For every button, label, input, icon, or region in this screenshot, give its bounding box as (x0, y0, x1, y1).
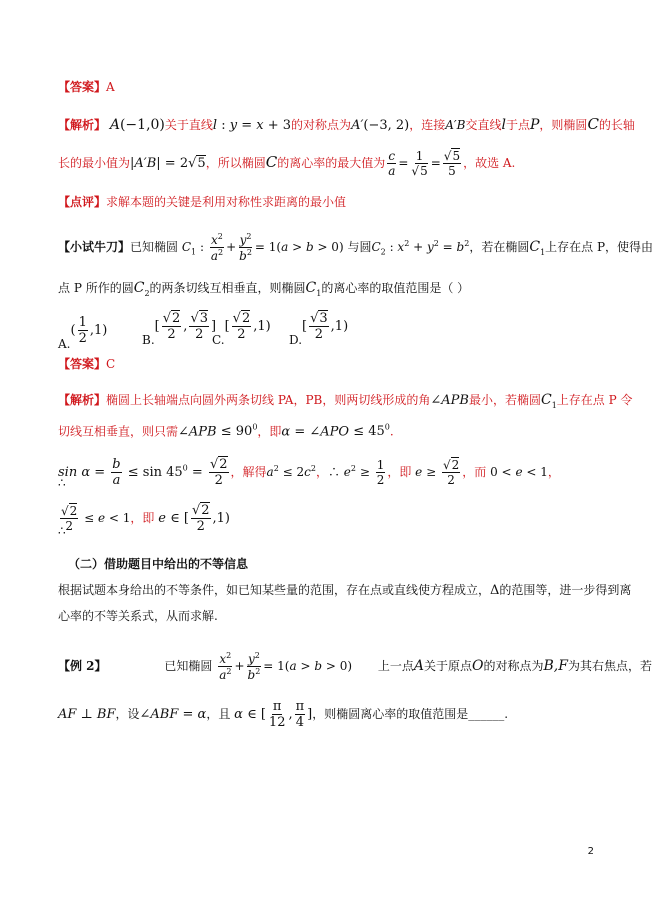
page-number: 2 (587, 846, 594, 857)
example-tag: 【例 2】 (58, 659, 107, 673)
formula-point-a-prime: A′(−3, 2) (351, 118, 410, 133)
analysis-2-line-3: sin α = $\frac{b}{a}$ ≤ $\sin 45^0$ = √ $\frac{2}{2}$ ，解得$a^2 \le 2c^2$，∴ $e^2$ ≥ $\frac{1}{2}$ ，即 e ≥ √ $\frac{2}{2}$ ，而 0 < e < 1， (58, 458, 560, 487)
answer-value-2: C (106, 357, 116, 371)
therefore-mark-1: ∴ (58, 476, 66, 490)
formula-ellipse-c1: $C_1$ : $\frac{x^2}{a^2}$ + $\frac{y^2}{b^2}$ = 1(a > b > 0) (181, 232, 344, 263)
therefore-mark-2: ∴ (58, 524, 66, 538)
answer-tag: 【答案】 (58, 80, 107, 94)
formula-circle-c2: $C_2$ : $x^2 + y^2 = b^2$ (371, 239, 470, 257)
answer-blank[interactable]: ______. (468, 707, 509, 721)
analysis-2-line-1: 【解析】椭圆上长轴端点向圆外两条切线 PA，PB，则两切线形成的角∠APB最小，若椭圆$C_1$上存在点 P 令 (58, 392, 633, 410)
option-b[interactable]: B.[ √ $\frac{2}{2}$ , √ $\frac{3}{2}$ ] (142, 312, 216, 341)
answer-line-2 (58, 357, 115, 371)
exercise-line-2: 点 P 所作的圆$C_2$的两条切线互相垂直，则椭圆$C_1$的离心率的取值范围是（ ） (58, 280, 470, 298)
answer-value: A (106, 80, 115, 94)
section-title: （二）借助题目中给出的不等信息 (68, 557, 249, 571)
analysis-1-line-2: 长的最小值为|A′B| = 2√ 5，所以椭圆C的离心率的最大值为 $\frac{c}{a}$ = 1 √ 5 = √ $\frac{5}{5}$ ，故选 A. (58, 150, 515, 177)
formula-ellipse: $\frac{x^2}{a^2}$ + $\frac{y^2}{b^2}$ = 1(a > b > 0) (219, 651, 353, 682)
example-2-line-2: AF ⊥ BF，设∠ABF = α，且 α ∈ [ $\frac{\pi}{12}$ , $\frac{\pi}{4}$ ]，则椭圆离心率的取值范围是______. (58, 699, 509, 730)
analysis-tag-2: 【解析】 (58, 393, 107, 407)
comment-tag: 【点评】 (58, 195, 107, 209)
exercise-line-1: 【小试牛刀】已知椭圆 $C_1$ : $\frac{x^2}{a^2}$ + $\frac{y^2}{b^2}$ = 1(a > b > 0) 与圆$C_2$ : $x^2 + y^2 = b^2$，若在椭圆$C_1$上存在点 P，使得由 (58, 232, 653, 263)
paragraph-line-1: 根据试题本身给出的不等条件，如已知某些量的范围，存在点或直线使方程成立，Δ的范围等，进一步得到离 (58, 583, 632, 598)
analysis-1-line-1: 【解析】 A(−1,0)关于直线l : y = x + 3的对称点为A′(−3, 2)，连接A′B交直线l于点P，则椭圆C的长轴 (58, 115, 635, 133)
formula-eccentricity-max: $\frac{c}{a}$ = 1 √ 5 = √ $\frac{5}{5}$ (385, 156, 463, 170)
analysis-2-line-2: 切线互相垂直，则只需∠APB ≤ $90^0$，即α = ∠APO ≤ $45^0$. (58, 423, 394, 440)
formula-line-l: l : y = x + 3 (212, 118, 292, 133)
example-2-line-1: 【例 2】 已知椭圆 $\frac{x^2}{a^2}$ + $\frac{y^2}{b^2}$ = 1(a > b > 0) 上一点A关于原点O的对称点为B,F为其右焦点，若 (58, 651, 652, 682)
analysis-2-line-4: √ $\frac{2}{2}$ ≤ e < 1，即 e ∈ [ √ $\frac{2}{2}$ ,1) (58, 504, 230, 533)
formula-min-length: |A′B| = 2√ 5 (130, 155, 206, 171)
answer-line-1 (58, 80, 115, 94)
exercise-tag: 【小试牛刀】 (58, 240, 131, 254)
analysis-tag: 【解析】 (58, 118, 107, 132)
option-a[interactable]: A.( $\frac{1}{2}$ ,1) (58, 315, 108, 351)
comment-line: 【点评】求解本题的关键是利用对称性求距离的最小值 (58, 195, 347, 209)
option-c[interactable]: C.[ √ $\frac{2}{2}$ ,1) (212, 312, 271, 341)
paragraph-line-2: 心率的不等关系式，从而求解. (58, 609, 218, 623)
option-d[interactable]: D.[ √ $\frac{3}{2}$ ,1) (289, 312, 348, 341)
formula-point-a: A(−1,0) (109, 117, 165, 133)
answer-tag-2: 【答案】 (58, 357, 107, 371)
